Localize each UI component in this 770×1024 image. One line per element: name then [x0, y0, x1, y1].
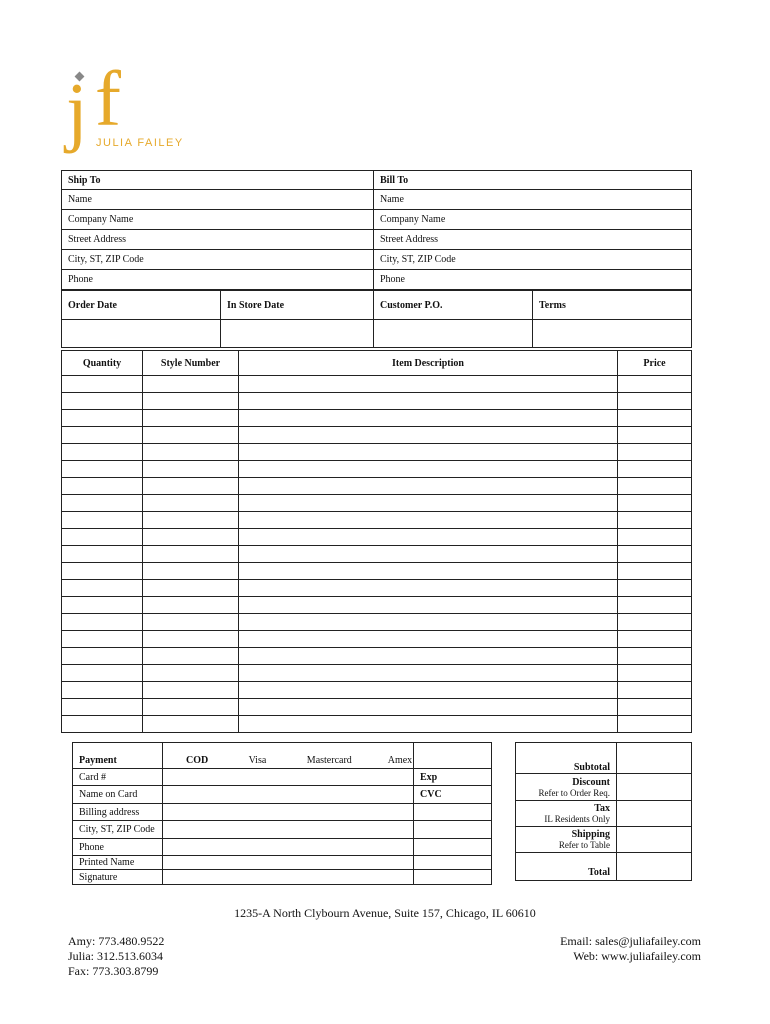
- billing-address-extra[interactable]: [414, 804, 492, 821]
- bill-street-field[interactable]: Street Address: [374, 230, 692, 250]
- price-cell[interactable]: [618, 427, 692, 444]
- table-row: [62, 563, 692, 580]
- contact-phones: [68, 934, 164, 979]
- quantity-cell[interactable]: [62, 546, 143, 563]
- bill-company-field[interactable]: Company Name: [374, 210, 692, 230]
- payment-phone-label: Phone: [73, 839, 163, 856]
- item-description-cell[interactable]: [239, 393, 618, 410]
- name-on-card-label: Name on Card: [73, 786, 163, 804]
- style-number-cell[interactable]: [143, 512, 239, 529]
- item-description-cell[interactable]: [239, 376, 618, 393]
- style-number-cell[interactable]: [143, 461, 239, 478]
- quantity-cell[interactable]: [62, 563, 143, 580]
- logo-letter-f: f: [95, 55, 121, 142]
- address-table: [61, 170, 692, 290]
- item-description-cell[interactable]: [239, 648, 618, 665]
- price-cell[interactable]: [618, 410, 692, 427]
- price-cell[interactable]: [618, 682, 692, 699]
- style-number-cell[interactable]: [143, 716, 239, 733]
- order-date-label: Order Date: [62, 291, 221, 320]
- phone-amy: Amy: 773.480.9522: [68, 934, 165, 948]
- item-description-cell[interactable]: [239, 597, 618, 614]
- shipping-field[interactable]: [617, 827, 692, 853]
- card-number-field[interactable]: [163, 769, 414, 786]
- style-number-cell[interactable]: [143, 563, 239, 580]
- item-description-cell[interactable]: [239, 665, 618, 682]
- table-row: [62, 665, 692, 682]
- style-number-cell[interactable]: [143, 410, 239, 427]
- price-cell[interactable]: [618, 665, 692, 682]
- bill-city-field[interactable]: City, ST, ZIP Code: [374, 250, 692, 270]
- quantity-cell[interactable]: [62, 648, 143, 665]
- table-row: [62, 631, 692, 648]
- table-row: [62, 478, 692, 495]
- item-description-cell[interactable]: [239, 461, 618, 478]
- table-row: [62, 597, 692, 614]
- price-cell[interactable]: [618, 631, 692, 648]
- tax-cell: [516, 801, 617, 827]
- subtotal-label: Subtotal: [516, 743, 617, 774]
- quantity-cell[interactable]: [62, 512, 143, 529]
- table-row: [62, 580, 692, 597]
- printed-name-extra[interactable]: [414, 856, 492, 870]
- table-row: [62, 376, 692, 393]
- quantity-cell[interactable]: [62, 580, 143, 597]
- payment-cod[interactable]: COD: [186, 755, 209, 766]
- price-cell[interactable]: [618, 512, 692, 529]
- discount-cell: [516, 774, 617, 801]
- bill-to-title: Bill To: [374, 171, 692, 190]
- signature-field[interactable]: [163, 870, 414, 885]
- table-row: [62, 648, 692, 665]
- payment-phone-field[interactable]: [163, 839, 414, 856]
- name-on-card-field[interactable]: [163, 786, 414, 804]
- table-row: [62, 444, 692, 461]
- discount-note: Refer to Order Req.: [538, 787, 610, 798]
- discount-field[interactable]: [617, 774, 692, 801]
- items-table: [61, 350, 692, 733]
- tax-label: Tax: [594, 803, 610, 814]
- company-address: 1235-A North Clybourn Avenue, Suite 157, Chicago, IL 60610: [234, 906, 536, 920]
- style-number-cell[interactable]: [143, 376, 239, 393]
- printed-name-label: Printed Name: [73, 856, 163, 870]
- billing-address-field[interactable]: [163, 804, 414, 821]
- style-number-cell[interactable]: [143, 597, 239, 614]
- quantity-cell[interactable]: [62, 631, 143, 648]
- item-description-cell[interactable]: [239, 444, 618, 461]
- table-row: [62, 410, 692, 427]
- quantity-cell[interactable]: [62, 682, 143, 699]
- bill-name-field[interactable]: Name: [374, 190, 692, 210]
- billing-address-label: Billing address: [73, 804, 163, 821]
- quantity-cell[interactable]: [62, 478, 143, 495]
- price-cell[interactable]: [618, 376, 692, 393]
- customer-po-label: Customer P.O.: [374, 291, 533, 320]
- shipping-cell: [516, 827, 617, 853]
- price-cell[interactable]: [618, 699, 692, 716]
- bill-phone-field[interactable]: Phone: [374, 270, 692, 290]
- in-store-date-label: In Store Date: [221, 291, 374, 320]
- quantity-cell[interactable]: [62, 410, 143, 427]
- quantity-cell[interactable]: [62, 444, 143, 461]
- quantity-cell[interactable]: [62, 716, 143, 733]
- style-number-cell[interactable]: [143, 478, 239, 495]
- table-row: [62, 546, 692, 563]
- item-description-cell[interactable]: [239, 410, 618, 427]
- item-description-cell[interactable]: [239, 427, 618, 444]
- quantity-header: Quantity: [62, 351, 143, 376]
- item-description-cell[interactable]: [239, 699, 618, 716]
- price-cell[interactable]: [618, 529, 692, 546]
- quantity-cell[interactable]: [62, 699, 143, 716]
- price-cell[interactable]: [618, 495, 692, 512]
- item-description-cell[interactable]: [239, 546, 618, 563]
- price-cell[interactable]: [618, 648, 692, 665]
- price-cell[interactable]: [618, 546, 692, 563]
- fax-number: Fax: 773.303.8799: [68, 964, 159, 978]
- quantity-cell[interactable]: [62, 461, 143, 478]
- brand-name: JULIA FAILEY: [96, 137, 184, 149]
- payment-city-field[interactable]: [163, 821, 414, 839]
- style-number-cell[interactable]: [143, 580, 239, 597]
- exp-label: Exp: [414, 769, 492, 786]
- table-row: [62, 614, 692, 631]
- table-row: [62, 699, 692, 716]
- ship-to-title: Ship To: [62, 171, 374, 190]
- payment-visa[interactable]: Visa: [248, 755, 267, 766]
- payment-blank: [414, 743, 492, 769]
- item-description-cell[interactable]: [239, 563, 618, 580]
- quantity-cell[interactable]: [62, 665, 143, 682]
- table-row: [62, 682, 692, 699]
- style-number-cell[interactable]: [143, 665, 239, 682]
- table-row: [62, 512, 692, 529]
- style-number-cell[interactable]: [143, 699, 239, 716]
- order-info-table: [61, 290, 692, 348]
- ship-name-field[interactable]: Name: [62, 190, 374, 210]
- shipping-note: Refer to Table: [558, 840, 610, 850]
- style-number-cell[interactable]: [143, 495, 239, 512]
- price-cell[interactable]: [618, 580, 692, 597]
- email-link[interactable]: Email: sales@juliafailey.com: [560, 934, 701, 948]
- payment-phone-extra[interactable]: [414, 839, 492, 856]
- phone-julia: Julia: 312.513.6034: [68, 949, 163, 963]
- signature-extra[interactable]: [414, 870, 492, 885]
- signature-label: Signature: [73, 870, 163, 885]
- terms-field[interactable]: [533, 320, 692, 348]
- price-cell[interactable]: [618, 461, 692, 478]
- price-cell[interactable]: [618, 614, 692, 631]
- ship-city-field[interactable]: City, ST, ZIP Code: [62, 250, 374, 270]
- payment-methods: [163, 743, 414, 769]
- style-number-cell[interactable]: [143, 393, 239, 410]
- order-date-field[interactable]: [62, 320, 221, 348]
- ship-street-field[interactable]: Street Address: [62, 230, 374, 250]
- quantity-cell[interactable]: [62, 376, 143, 393]
- item-description-cell[interactable]: [239, 614, 618, 631]
- subtotal-field[interactable]: [617, 743, 692, 774]
- price-header: Price: [618, 351, 692, 376]
- printed-name-field[interactable]: [163, 856, 414, 870]
- style-number-cell[interactable]: [143, 682, 239, 699]
- terms-label: Terms: [533, 291, 692, 320]
- quantity-cell[interactable]: [62, 495, 143, 512]
- item-description-cell[interactable]: [239, 580, 618, 597]
- table-row: [62, 716, 692, 733]
- payment-city-extra[interactable]: [414, 821, 492, 839]
- style-number-cell[interactable]: [143, 427, 239, 444]
- tax-note: IL Residents Only: [544, 814, 610, 824]
- item-description-cell[interactable]: [239, 716, 618, 733]
- shipping-label: Shipping: [571, 829, 610, 840]
- price-cell[interactable]: [618, 393, 692, 410]
- item-description-cell[interactable]: [239, 495, 618, 512]
- table-row: [62, 427, 692, 444]
- card-number-label: Card #: [73, 769, 163, 786]
- price-cell[interactable]: [618, 444, 692, 461]
- quantity-cell[interactable]: [62, 393, 143, 410]
- payment-mastercard[interactable]: Mastercard: [306, 755, 352, 766]
- price-cell[interactable]: [618, 716, 692, 733]
- totals-table: [515, 742, 692, 881]
- item-description-cell[interactable]: [239, 529, 618, 546]
- quantity-cell[interactable]: [62, 597, 143, 614]
- item-description-header: Item Description: [239, 351, 618, 376]
- price-cell[interactable]: [618, 478, 692, 495]
- item-description-cell[interactable]: [239, 682, 618, 699]
- payment-label: Payment: [73, 743, 163, 769]
- logo-letter-j: j: [66, 67, 88, 154]
- customer-po-field[interactable]: [374, 320, 533, 348]
- web-link[interactable]: Web: www.juliafailey.com: [573, 949, 701, 963]
- table-row: [62, 393, 692, 410]
- style-number-cell[interactable]: [143, 648, 239, 665]
- payment-city-label: City, ST, ZIP Code: [73, 821, 163, 839]
- contact-online: [560, 934, 701, 964]
- style-number-cell[interactable]: [143, 631, 239, 648]
- payment-table: [72, 742, 492, 885]
- style-number-cell[interactable]: [143, 529, 239, 546]
- payment-amex[interactable]: Amex: [387, 755, 413, 766]
- price-cell[interactable]: [618, 563, 692, 580]
- quantity-cell[interactable]: [62, 529, 143, 546]
- quantity-cell[interactable]: [62, 614, 143, 631]
- item-description-cell[interactable]: [239, 512, 618, 529]
- style-number-cell[interactable]: [143, 546, 239, 563]
- total-label: Total: [516, 853, 617, 881]
- price-cell[interactable]: [618, 597, 692, 614]
- in-store-date-field[interactable]: [221, 320, 374, 348]
- item-description-cell[interactable]: [239, 631, 618, 648]
- style-number-cell[interactable]: [143, 614, 239, 631]
- ship-company-field[interactable]: Company Name: [62, 210, 374, 230]
- style-number-cell[interactable]: [143, 444, 239, 461]
- table-row: [62, 461, 692, 478]
- style-number-header: Style Number: [143, 351, 239, 376]
- ship-phone-field[interactable]: Phone: [62, 270, 374, 290]
- discount-label: Discount: [572, 776, 610, 788]
- item-description-cell[interactable]: [239, 478, 618, 495]
- tax-field[interactable]: [617, 801, 692, 827]
- cvc-label: CVC: [414, 786, 492, 804]
- quantity-cell[interactable]: [62, 427, 143, 444]
- total-field[interactable]: [617, 853, 692, 881]
- table-row: [62, 529, 692, 546]
- table-row: [62, 495, 692, 512]
